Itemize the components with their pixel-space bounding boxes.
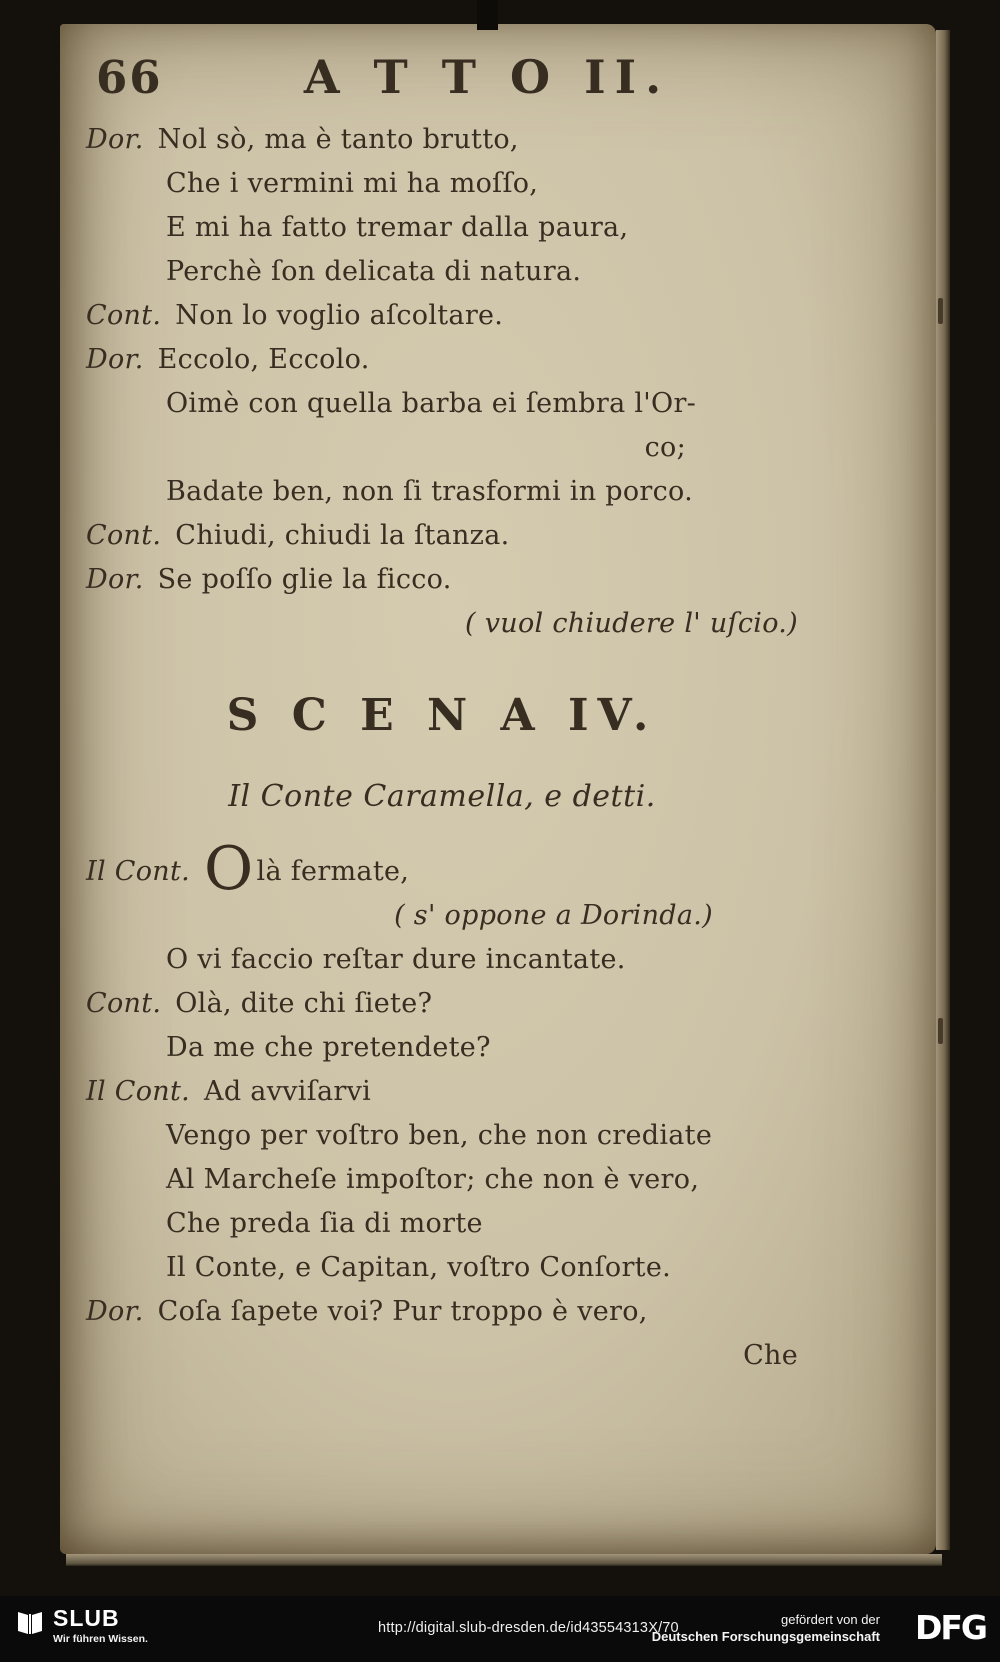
line-text: Coſa ſapete voi? Pur troppo è vero,: [157, 1296, 648, 1327]
text-line: [86, 982, 798, 1026]
scene-heading: S C E N A IV.: [226, 690, 658, 741]
text-line: [86, 938, 798, 982]
line-text: co;: [644, 432, 686, 463]
text-line: [86, 1114, 798, 1158]
line-text: O vi faccio reſtar dure incantate.: [166, 944, 626, 975]
text-line: [86, 834, 798, 904]
funding-line-2: Deutschen Forschungsgemeinschaft: [651, 1629, 880, 1644]
text-line: [86, 250, 798, 294]
dialogue-block-2: [86, 834, 798, 1378]
line-text: Al Marcheſe impoſtor; che non è vero,: [166, 1164, 700, 1195]
text-line: [86, 558, 798, 602]
slub-name: SLUB: [53, 1605, 120, 1631]
document-url: http://digital.slub-dresden.de/id43554313X/70: [378, 1620, 679, 1636]
page-content: [86, 50, 798, 1378]
text-line: [86, 894, 798, 938]
line-text: Ad avviſarvi: [204, 1076, 372, 1107]
binding-stitch: [938, 1018, 943, 1044]
line-text: Che preda ſia di morte: [166, 1208, 483, 1239]
book-page-edge-right: [936, 30, 950, 1550]
act-title: A T T O II.: [303, 50, 671, 104]
text-line: [86, 206, 798, 250]
text-line: [86, 162, 798, 206]
page-number: 66: [96, 51, 163, 104]
slub-logo: [16, 1605, 148, 1645]
text-line: [86, 1026, 798, 1070]
slub-text-block: [53, 1605, 148, 1645]
text-line: [86, 470, 798, 514]
text-line: [86, 1246, 798, 1290]
text-line: [86, 118, 798, 162]
speaker-label: Cont.: [86, 988, 162, 1019]
speaker-label: Il Cont.: [86, 1076, 191, 1107]
line-text: Chiudi, chiudi la ſtanza.: [175, 520, 510, 551]
dialogue-block-1: [86, 118, 798, 646]
text-line: [86, 1070, 798, 1114]
line-text: ( s' oppone a Dorinda.): [394, 900, 713, 931]
line-text: Vengo per voſtro ben, che non crediate: [166, 1120, 713, 1151]
slub-tagline: Wir führen Wissen.: [53, 1633, 148, 1645]
speaker-label: Dor.: [86, 1296, 144, 1327]
binding-notch: [477, 0, 498, 30]
text-line: [86, 1290, 798, 1334]
text-line: [86, 338, 798, 382]
viewer-footer-bar: [0, 1596, 1000, 1662]
book-page-stack-left: [32, 24, 62, 1558]
dfg-logo: DFG: [914, 1608, 986, 1647]
text-line: [86, 426, 798, 470]
text-line: [86, 382, 798, 426]
page-header: [86, 50, 798, 104]
line-text: ( vuol chiudere l' uſcio.): [465, 608, 798, 639]
funding-credit: [652, 1611, 880, 1645]
line-text: Il Conte, e Capitan, voſtro Conſorte.: [166, 1252, 671, 1283]
line-text: Eccolo, Eccolo.: [157, 344, 370, 375]
speaker-label: Dor.: [86, 124, 144, 155]
line-text: E mi ha fatto tremar dalla paura,: [166, 212, 629, 243]
binding-stitch: [938, 298, 943, 324]
line-text: Se poſſo glie la ficco.: [157, 564, 452, 595]
slub-book-icon: [16, 1607, 44, 1645]
line-text: Badate ben, non ſi trasformi in porco.: [166, 476, 693, 507]
text-line: [86, 1334, 798, 1378]
line-text: Da me che pretendete?: [166, 1032, 491, 1063]
line-text: Perchè ſon delicata di natura.: [166, 256, 582, 287]
speaker-label: Cont.: [86, 520, 162, 551]
text-line: [86, 1158, 798, 1202]
speaker-label: Dor.: [86, 344, 144, 375]
text-line: [86, 514, 798, 558]
funding-line-1: gefördert von der: [780, 1612, 880, 1627]
book-page-edge-bottom: [66, 1554, 942, 1566]
line-text: Olà, dite chi ſiete?: [175, 988, 433, 1019]
scene-subtitle: Il Conte Caramella, e detti.: [228, 779, 656, 814]
line-text: là fermate,: [256, 856, 410, 887]
line-text: Oimè con quella barba ei ſembra l'Or-: [166, 388, 697, 419]
drop-cap: O: [204, 834, 254, 904]
line-text: Che i vermini mi ha moſſo,: [166, 168, 539, 199]
speaker-label: Cont.: [86, 300, 162, 331]
speaker-label: Dor.: [86, 564, 144, 595]
line-text: Non lo voglio aſcoltare.: [175, 300, 504, 331]
line-text: Nol sò, ma è tanto brutto,: [157, 124, 519, 155]
text-line: [86, 294, 798, 338]
speaker-label: Il Cont.: [86, 856, 191, 887]
text-line: [86, 1202, 798, 1246]
text-line: [86, 602, 798, 646]
line-text: Che: [743, 1340, 798, 1371]
